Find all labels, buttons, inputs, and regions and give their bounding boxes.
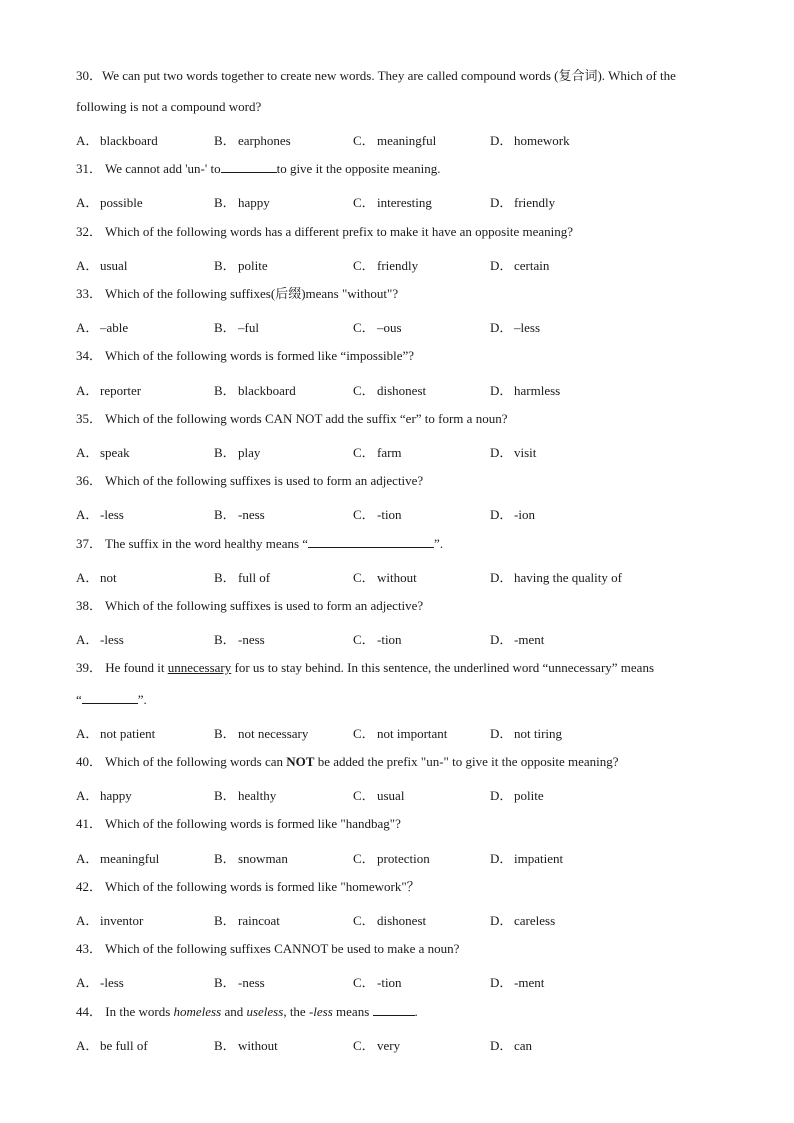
option-d[interactable]: D． visit — [490, 445, 537, 460]
option-d[interactable]: D． having the quality of — [490, 570, 622, 585]
option-c[interactable]: C． –ous — [353, 320, 402, 335]
option-c[interactable]: C． -tion — [353, 632, 402, 647]
options-38 — [76, 629, 726, 649]
option-c[interactable]: C． very — [353, 1038, 401, 1053]
option-b[interactable]: B． full of — [214, 570, 271, 585]
option-a[interactable]: A． inventor — [76, 913, 144, 928]
option-d[interactable]: D． -ment — [490, 975, 545, 990]
option-a[interactable]: A． -less — [76, 975, 124, 990]
option-b[interactable]: B． not necessary — [214, 726, 309, 741]
option-a[interactable]: A． –able — [76, 320, 129, 335]
question-text: We can put two words together to create new words. They are called compound words (复合词). Which of the — [102, 68, 676, 83]
option-b[interactable]: B． happy — [214, 195, 270, 210]
question-text: for us to stay behind. In this sentence, the underlined word “unnecessary” means — [231, 660, 655, 675]
option-c[interactable]: C． meaningful — [353, 133, 437, 148]
question-34 — [76, 340, 726, 371]
option-c[interactable]: C． -tion — [353, 975, 402, 990]
options-44 — [76, 1035, 726, 1055]
question-40 — [76, 746, 726, 777]
question-number: 42． — [76, 879, 103, 894]
question-text: Which of the following suffixes CANNOT be used to make a noun? — [102, 941, 460, 956]
option-b[interactable]: B． polite — [214, 258, 268, 273]
options-31 — [76, 192, 726, 212]
question-text: Which of the following suffixes is used to form an adjective? — [102, 473, 424, 488]
option-c[interactable]: C． usual — [353, 788, 405, 803]
option-a[interactable]: A． meaningful — [76, 851, 160, 866]
question-number: 30． — [76, 68, 103, 83]
question-31 — [76, 153, 726, 184]
option-b[interactable]: B． -ness — [214, 975, 265, 990]
option-a[interactable]: A． blackboard — [76, 133, 158, 148]
option-b[interactable]: B． play — [214, 445, 261, 460]
italic-word: useless — [246, 1004, 284, 1019]
question-text: We cannot add 'un-' to — [102, 161, 221, 176]
options-41 — [76, 848, 726, 868]
option-c[interactable]: C． dishonest — [353, 383, 427, 398]
options-36 — [76, 504, 726, 524]
question-30-continued — [76, 91, 726, 122]
option-d[interactable]: D． impatient — [490, 851, 564, 866]
option-a[interactable]: A． -less — [76, 507, 124, 522]
option-a[interactable]: A． not patient — [76, 726, 156, 741]
answer-blank — [82, 691, 138, 704]
option-c[interactable]: C． farm — [353, 445, 402, 460]
options-43 — [76, 972, 726, 992]
question-number: 44． — [76, 1004, 103, 1019]
question-number: 43． — [76, 941, 103, 956]
question-number: 32． — [76, 224, 103, 239]
option-c[interactable]: C． without — [353, 570, 417, 585]
question-35 — [76, 403, 726, 434]
question-text: Which of the following suffixes(后缀)means "without"? — [102, 286, 399, 301]
options-39 — [76, 723, 726, 743]
question-text: Which of the following words is formed like "handbag"? — [102, 816, 401, 831]
question-43 — [76, 933, 726, 964]
option-d[interactable]: D． polite — [490, 788, 544, 803]
option-a[interactable]: A． usual — [76, 258, 128, 273]
question-number: 33． — [76, 286, 103, 301]
question-number: 40． — [76, 754, 103, 769]
question-text: to give it the opposite meaning. — [276, 161, 441, 176]
question-text: Which of the following words is formed like "homework"？ — [102, 879, 420, 894]
answer-blank — [373, 1003, 415, 1016]
options-34 — [76, 380, 726, 400]
option-b[interactable]: B． –ful — [214, 320, 259, 335]
option-b[interactable]: B． healthy — [214, 788, 277, 803]
option-d[interactable]: D． homework — [490, 133, 570, 148]
option-b[interactable]: B． -ness — [214, 507, 265, 522]
question-32 — [76, 216, 726, 247]
option-b[interactable]: B． without — [214, 1038, 278, 1053]
question-30 — [76, 60, 726, 91]
option-c[interactable]: C． dishonest — [353, 913, 427, 928]
question-text: following is not a compound word? — [76, 99, 262, 114]
question-33 — [76, 278, 726, 309]
options-37 — [76, 567, 726, 587]
question-36 — [76, 465, 726, 496]
option-d[interactable]: D． –less — [490, 320, 540, 335]
answer-blank — [221, 160, 277, 173]
underlined-word: unnecessary — [167, 660, 232, 675]
question-number: 37． — [76, 536, 103, 551]
option-c[interactable]: C． interesting — [353, 195, 432, 210]
question-number: 34． — [76, 348, 103, 363]
option-a[interactable]: A． be full of — [76, 1038, 148, 1053]
option-a[interactable]: A． not — [76, 570, 117, 585]
option-d[interactable]: D． careless — [490, 913, 556, 928]
option-d[interactable]: D． harmless — [490, 383, 561, 398]
bold-word: NOT — [286, 754, 315, 769]
option-d[interactable]: D． friendly — [490, 195, 556, 210]
question-text: be added the prefix "un-" to give it the opposite meaning? — [314, 754, 619, 769]
option-c[interactable]: C． friendly — [353, 258, 419, 273]
question-text: Which of the following words is formed like “impossible”? — [102, 348, 415, 363]
option-a[interactable]: A． reporter — [76, 383, 142, 398]
question-number: 35． — [76, 411, 103, 426]
question-39 — [76, 652, 726, 683]
question-41 — [76, 808, 726, 839]
option-b[interactable]: B． -ness — [214, 632, 265, 647]
options-35 — [76, 442, 726, 462]
option-d[interactable]: D． -ment — [490, 632, 545, 647]
option-b[interactable]: B． snowman — [214, 851, 288, 866]
question-42 — [76, 871, 726, 902]
question-text: In the words — [102, 1004, 174, 1019]
italic-word: homeless — [173, 1004, 222, 1019]
question-text: He found it — [102, 660, 168, 675]
option-b[interactable]: B． blackboard — [214, 383, 296, 398]
question-number: 31． — [76, 161, 103, 176]
option-d[interactable]: D． can — [490, 1038, 533, 1053]
italic-word: -less — [308, 1004, 333, 1019]
option-c[interactable]: C． not important — [353, 726, 448, 741]
answer-blank — [308, 535, 434, 548]
options-32 — [76, 255, 726, 275]
question-text: Which of the following words has a different prefix to make it have an opposite meaning? — [102, 224, 574, 239]
question-text: ”. — [434, 536, 444, 551]
question-number: 36． — [76, 473, 103, 488]
options-33 — [76, 317, 726, 337]
option-c[interactable]: C． protection — [353, 851, 430, 866]
option-a[interactable]: A． -less — [76, 632, 124, 647]
option-b[interactable]: B． raincoat — [214, 913, 280, 928]
question-38 — [76, 590, 726, 621]
question-number: 39． — [76, 660, 103, 675]
question-text: Which of the following words can — [102, 754, 287, 769]
question-44: 44． In the words homeless and useless, the -less means . — [76, 1004, 418, 1019]
option-a[interactable]: A． possible — [76, 195, 143, 210]
question-number: 41． — [76, 816, 103, 831]
question-39-continued: “ ”. — [76, 692, 147, 707]
question-text: The suffix in the word healthy means “ — [102, 536, 309, 551]
option-d[interactable]: D． -ion — [490, 507, 535, 522]
option-a[interactable]: A． speak — [76, 445, 130, 460]
option-c[interactable]: C． -tion — [353, 507, 402, 522]
option-a[interactable]: A． happy — [76, 788, 132, 803]
question-number: 38． — [76, 598, 103, 613]
question-text: Which of the following suffixes is used to form an adjective? — [102, 598, 424, 613]
options-30 — [76, 130, 726, 150]
option-d[interactable]: D． certain — [490, 258, 550, 273]
question-text: Which of the following words CAN NOT add the suffix “er” to form a noun? — [102, 411, 508, 426]
question-37 — [76, 528, 726, 559]
options-40 — [76, 785, 726, 805]
options-42 — [76, 910, 726, 930]
option-b[interactable]: B． earphones — [214, 133, 291, 148]
option-d[interactable]: D． not tiring — [490, 726, 563, 741]
